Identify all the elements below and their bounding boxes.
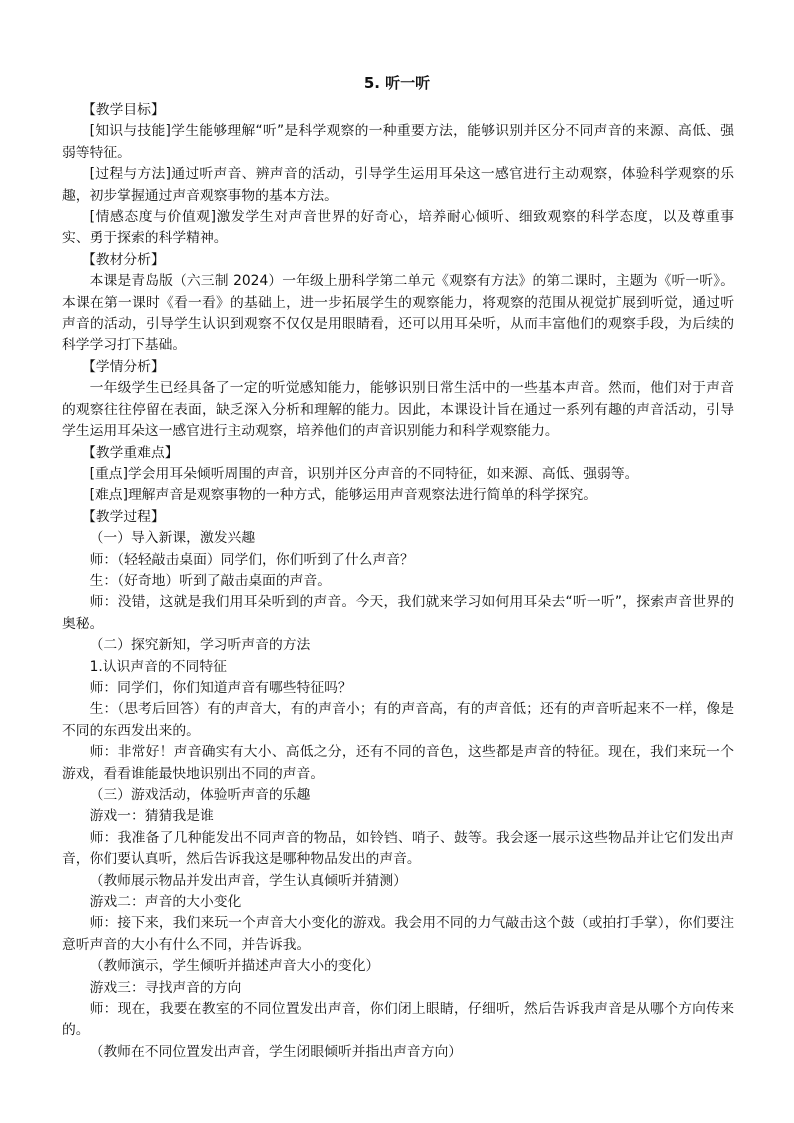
paragraph: 生：（思考后回答）有的声音大，有的声音小；有的声音高，有的声音低；还有的声音听起来不一样，像是不同的东西发出来的。 <box>62 701 734 739</box>
paragraph: 师：（轻轻敲击桌面）同学们，你们听到了什么声音？ <box>89 551 414 568</box>
section-heading-textbook-analysis: 【教材分析】 <box>82 251 165 268</box>
paragraph: （教师展示物品并发出声音，学生认真倾听并猜测） <box>89 872 407 889</box>
paragraph: 师：现在，我要在教室的不同位置发出声音，你们闭上眼睛，仔细听，然后告诉我声音是从哪个方向传来的。 <box>62 1001 734 1039</box>
paragraph: 一年级学生已经具备了一定的听觉感知能力，能够识别日常生活中的一些基本声音。然而，他们对于声音的观察往往停留在表面，缺乏深入分析和理解的能力。因此，本课设计旨在通过一系列有趣的声音活动，引导学生运用耳朵这一感官进行主动观察，培养他们的声音识别能力和科学观察能力。 <box>62 380 734 440</box>
paragraph: [难点]理解声音是观察事物的一种方式，能够运用声音观察法进行简单的科学探究。 <box>89 487 598 504</box>
paragraph: 本课是青岛版（六三制 2024）一年级上册科学第二单元《观察有方法》的第二课时，主题为《听一听》。本课在第一课时《看一看》的基础上，进一步拓展学生的观察能力，将观察的范围从视觉扩展到听觉，通过听声音的活动，引导学生认识到观察不仅仅是用眼睛看，还可以用耳朵听，从而丰富他们的观察手段，为后续的科学学习打下基础。 <box>62 273 734 354</box>
section-heading-process: 【教学过程】 <box>82 508 165 525</box>
paragraph: [过程与方法]通过听声音、辨声音的活动，引导学生运用耳朵这一感官进行主动观察，体验科学观察的乐趣，初步掌握通过声音观察事物的基本方法。 <box>62 166 734 204</box>
paragraph: 游戏三：寻找声音的方向 <box>89 979 242 996</box>
paragraph: 游戏一：猜猜我是谁 <box>89 808 214 825</box>
paragraph: 师：同学们，你们知道声音有哪些特征吗？ <box>89 679 352 696</box>
paragraph: 师：接下来，我们来玩一个声音大小变化的游戏。我会用不同的力气敲击这个鼓（或拍打手掌），你们要注意听声音的大小有什么不同，并告诉我。 <box>62 915 734 953</box>
paragraph: [情感态度与价值观]激发学生对声音世界的好奇心，培养耐心倾听、细致观察的科学态度，以及尊重事实、勇于探索的科学精神。 <box>62 209 734 247</box>
paragraph: （教师演示，学生倾听并描述声音大小的变化） <box>89 958 380 975</box>
paragraph: （一）导入新课，激发兴趣 <box>89 530 256 547</box>
section-heading-key-points: 【教学重难点】 <box>82 444 179 461</box>
paragraph: （教师在不同位置发出声音，学生闭眼倾听并指出声音方向） <box>89 1043 463 1060</box>
paragraph: 1.认识声音的不同特征 <box>89 658 227 675</box>
paragraph: [知识与技能]学生能够理解“听”是科学观察的一种重要方法，能够识别并区分不同声音的来源、高低、强弱等特征。 <box>62 123 734 161</box>
paragraph: 游戏二：声音的大小变化 <box>89 894 242 911</box>
paragraph: 师：没错，这就是我们用耳朵听到的声音。今天，我们就来学习如何用耳朵去“听一听”，探索声音世界的奥秘。 <box>62 594 734 632</box>
paragraph: （二）探究新知，学习听声音的方法 <box>89 637 311 654</box>
paragraph: （三）游戏活动，体验听声音的乐趣 <box>89 787 311 803</box>
document-title: 5. 听一听 <box>363 74 431 92</box>
paragraph: 师：我准备了几种能发出不同声音的物品，如铃铛、哨子、鼓等。我会逐一展示这些物品并让它们发出声音，你们要认真听，然后告诉我这是哪种物品发出的声音。 <box>62 829 734 868</box>
paragraph: 师：非常好！声音确实有大小、高低之分，还有不同的音色，这些都是声音的特征。现在，我们来玩一个游戏，看看谁能最快地识别出不同的声音。 <box>62 744 734 782</box>
document-body <box>62 100 734 1063</box>
section-heading-objectives: 【教学目标】 <box>82 102 165 118</box>
paragraph: [重点]学会用耳朵倾听周围的声音，识别并区分声音的不同特征，如来源、高低、强弱等。 <box>89 465 639 482</box>
paragraph: 生：（好奇地）听到了敲击桌面的声音。 <box>89 572 332 589</box>
section-heading-learner-analysis: 【学情分析】 <box>82 358 165 375</box>
